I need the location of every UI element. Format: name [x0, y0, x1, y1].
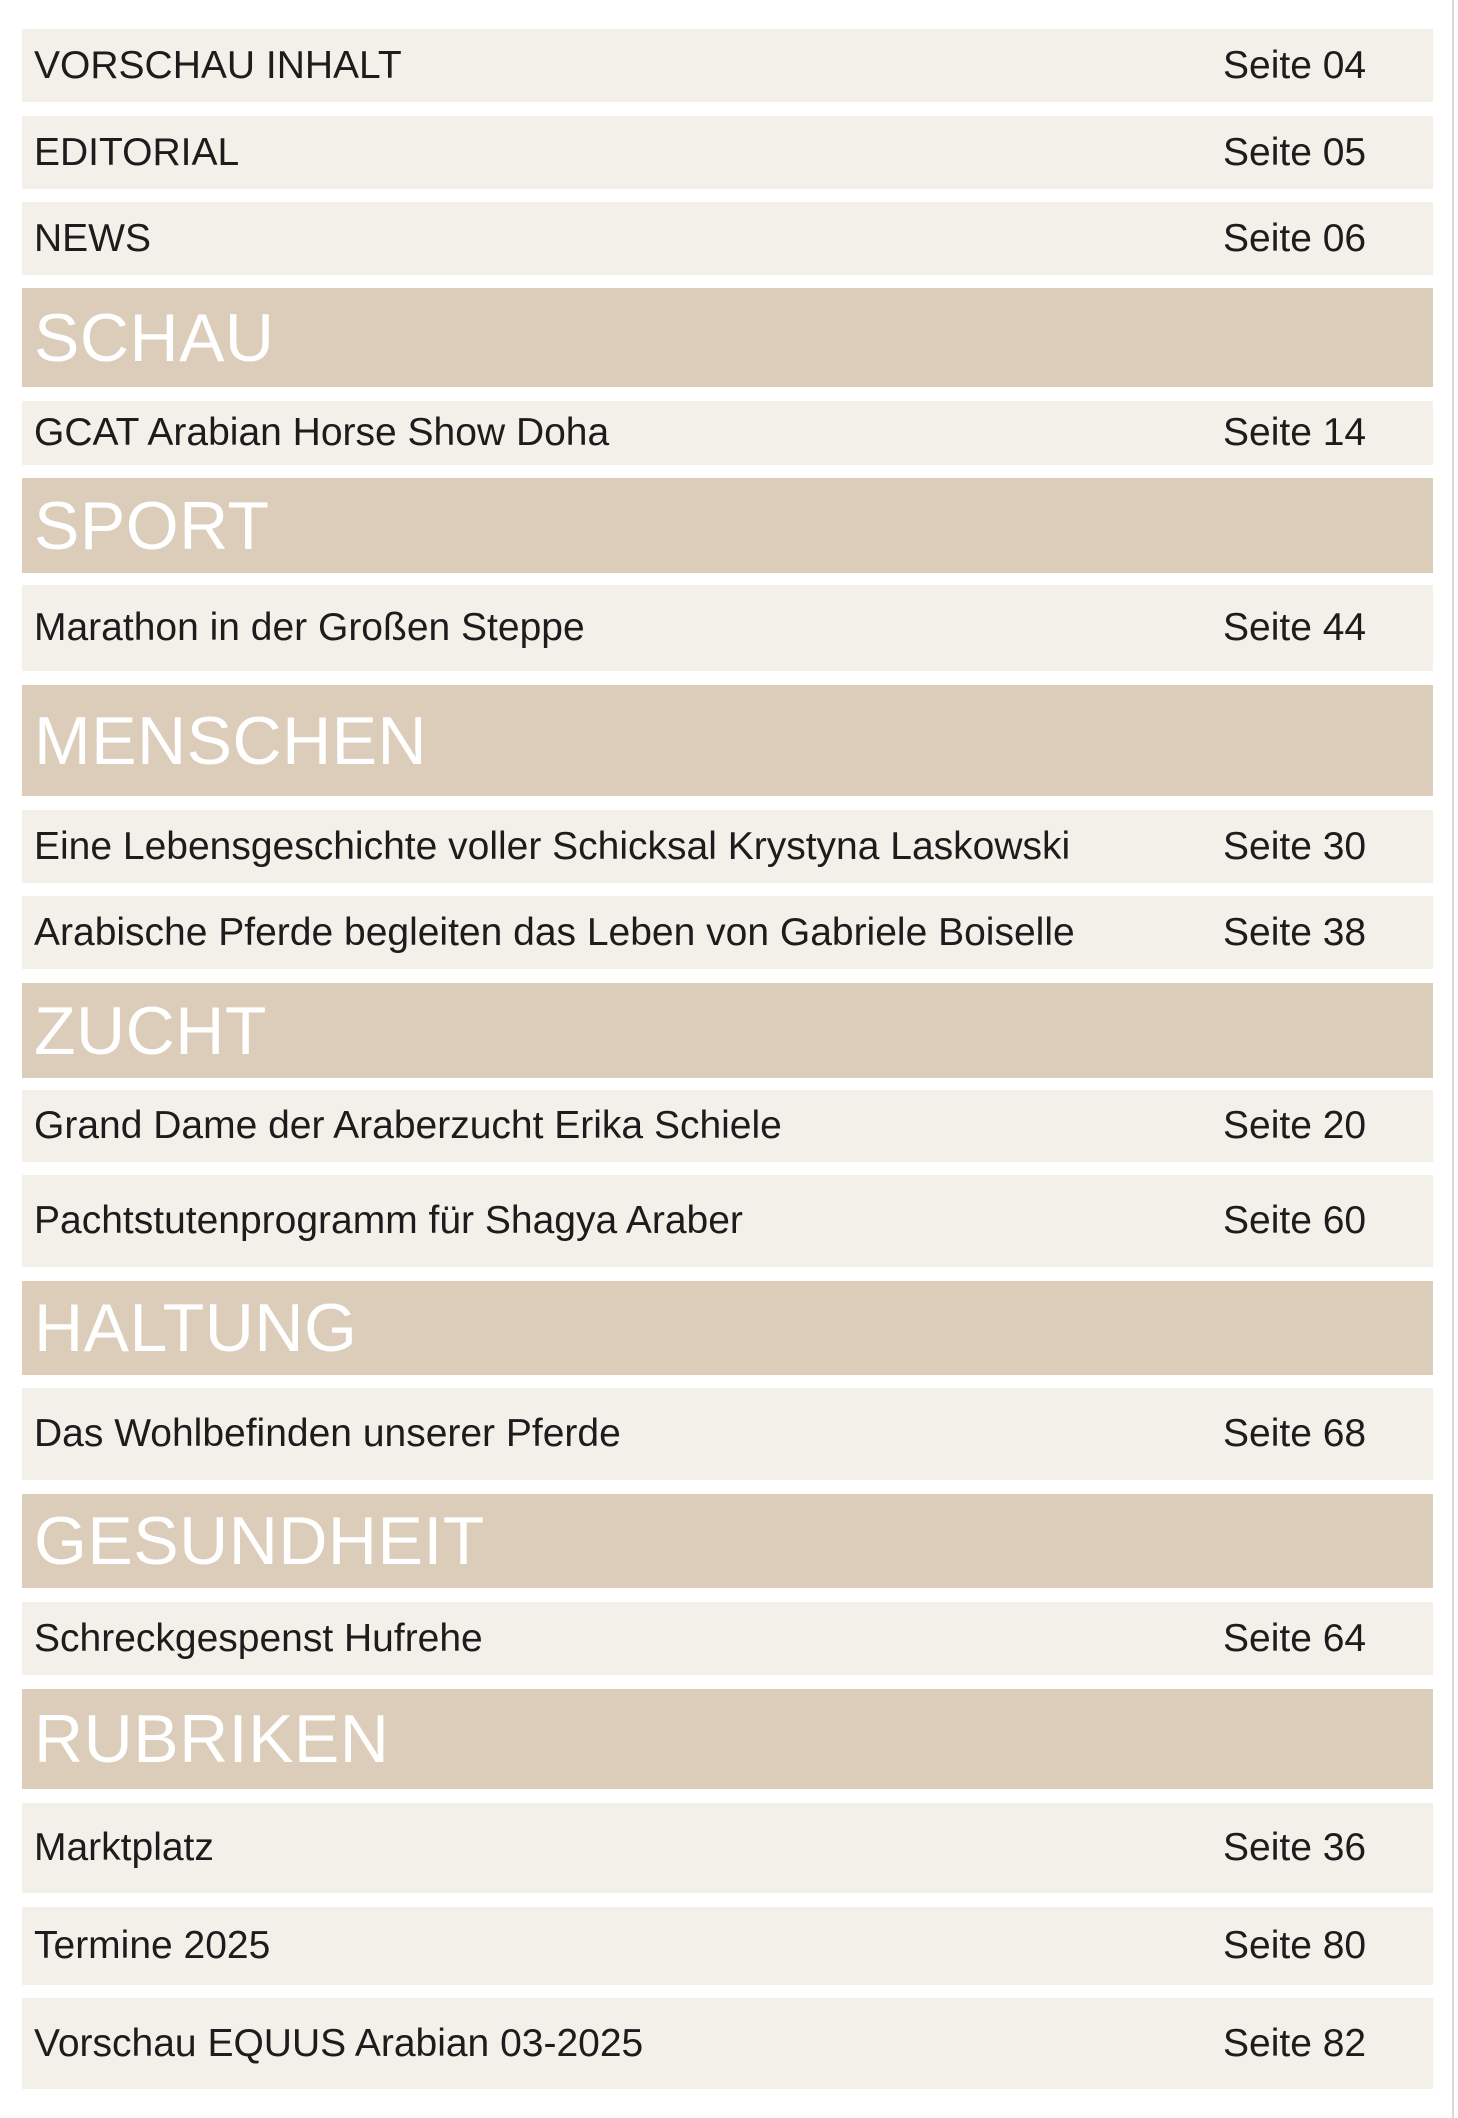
section-heading: HALTUNG	[34, 1290, 358, 1366]
toc-entry-page: Seite 36	[1223, 1826, 1367, 1869]
toc-entry-news[interactable]	[22, 202, 1433, 275]
toc-entry-wohlbefinden[interactable]	[22, 1388, 1433, 1480]
toc-entry-title: EDITORIAL	[34, 130, 240, 174]
toc-entry-title: NEWS	[34, 216, 151, 260]
section-heading: ZUCHT	[34, 992, 267, 1069]
toc-entry-title: Grand Dame der Araberzucht Erika Schiele	[34, 1104, 782, 1147]
toc-entry-page: Seite 64	[1223, 1616, 1367, 1660]
toc-entry-title: Arabische Pferde begleiten das Leben von Gabriele Boiselle	[34, 910, 1075, 954]
toc-entry-gcat-doha[interactable]	[22, 401, 1433, 465]
toc-entry-page: Seite 80	[1223, 1924, 1367, 1967]
toc-entry-termine[interactable]	[22, 1907, 1433, 1985]
toc-entry-title: Marathon in der Großen Steppe	[34, 606, 585, 649]
toc-entry-title: Pachtstutenprogramm für Shagya Araber	[34, 1199, 743, 1242]
toc-entry-title: VORSCHAU INHALT	[34, 43, 402, 87]
toc-entry-page: Seite 82	[1223, 2021, 1367, 2065]
toc-entry-pachtstuten[interactable]	[22, 1175, 1433, 1267]
toc-entry-page: Seite 44	[1223, 606, 1367, 649]
section-header-zucht	[22, 983, 1433, 1078]
section-heading: SCHAU	[34, 299, 275, 376]
section-header-rubriken	[22, 1689, 1433, 1789]
toc-entry-boiselle[interactable]	[22, 896, 1433, 969]
toc-entry-title: GCAT Arabian Horse Show Doha	[34, 411, 610, 454]
toc-entry-page: Seite 04	[1223, 43, 1367, 87]
section-header-sport	[22, 478, 1433, 573]
section-header-gesundheit	[22, 1494, 1433, 1588]
toc-entry-vorschau-inhalt[interactable]	[22, 29, 1433, 102]
toc-entry-vorschau-equus[interactable]	[22, 1998, 1433, 2089]
toc-entry-title: Eine Lebensgeschichte voller Schicksal Krystyna Laskowski	[34, 824, 1071, 868]
toc-entry-page: Seite 60	[1223, 1199, 1367, 1242]
toc-entry-title: Marktplatz	[34, 1826, 214, 1869]
toc-entry-page: Seite 68	[1223, 1412, 1367, 1455]
toc-entry-marathon[interactable]	[22, 585, 1433, 671]
section-header-menschen	[22, 685, 1433, 796]
section-heading: RUBRIKEN	[34, 1701, 390, 1777]
toc-entry-page: Seite 06	[1223, 216, 1367, 260]
toc-entry-title: Vorschau EQUUS Arabian 03-2025	[34, 2021, 644, 2065]
toc-entry-title: Schreckgespenst Hufrehe	[34, 1616, 483, 1660]
toc-entry-page: Seite 05	[1223, 130, 1367, 174]
toc-entry-page: Seite 14	[1223, 411, 1367, 454]
section-heading: SPORT	[34, 487, 270, 564]
section-header-haltung	[22, 1281, 1433, 1375]
section-header-schau	[22, 288, 1433, 387]
toc-entry-title: Das Wohlbefinden unserer Pferde	[34, 1412, 621, 1455]
toc-entry-marktplatz[interactable]	[22, 1803, 1433, 1893]
toc-entry-laskowski[interactable]	[22, 810, 1433, 883]
section-heading: MENSCHEN	[34, 702, 428, 779]
toc-entry-title: Termine 2025	[34, 1924, 271, 1967]
toc-entry-schiele[interactable]	[22, 1090, 1433, 1162]
page-edge-rule	[1452, 0, 1454, 2118]
section-heading: GESUNDHEIT	[34, 1503, 485, 1579]
toc-entry-editorial[interactable]	[22, 116, 1433, 189]
toc-entry-page: Seite 38	[1223, 910, 1367, 954]
toc-entry-hufrehe[interactable]	[22, 1602, 1433, 1675]
toc-entry-page: Seite 20	[1223, 1104, 1367, 1147]
toc-entry-page: Seite 30	[1223, 824, 1367, 868]
